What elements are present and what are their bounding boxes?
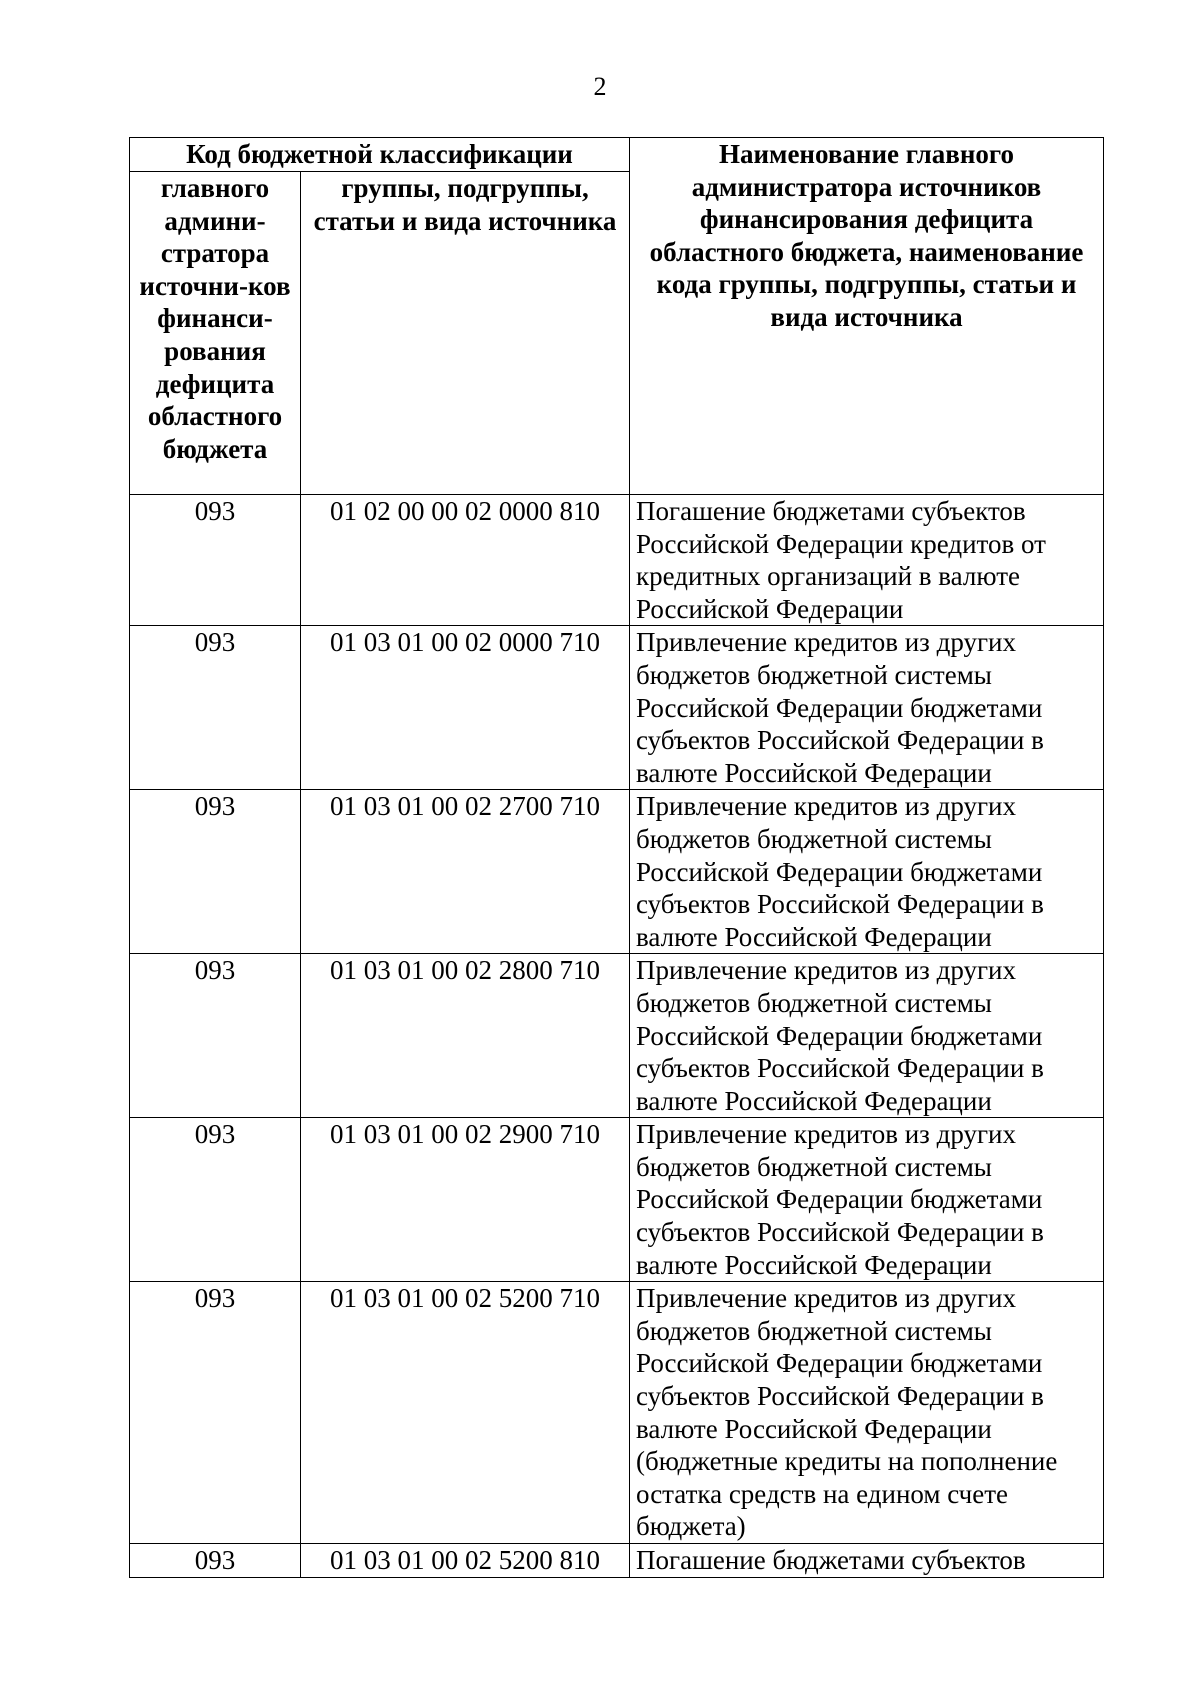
header-budget-classification-code: Код бюджетной классификации <box>130 138 630 172</box>
classification-code-cell: 01 03 01 00 02 5200 810 <box>301 1544 630 1578</box>
source-name-cell: Привлечение кредитов из других бюджетов бюджетной системы Российской Федерации бюджетами субъектов Российской Федерации в валюте Российской Федерации <box>630 790 1104 954</box>
classification-code-cell: 01 03 01 00 02 2700 710 <box>301 790 630 954</box>
header-administrator-name: Наименование главного администратора источников финансирования дефицита областного бюджета, наименование кода группы, подгруппы, статьи и вида источника <box>630 138 1104 495</box>
header-chief-administrator: главного админи-стратора источни-ков финанси-рования дефицита областного бюджета <box>130 172 301 495</box>
admin-code-cell: 093 <box>130 626 301 790</box>
source-name-cell: Привлечение кредитов из других бюджетов бюджетной системы Российской Федерации бюджетами субъектов Российской Федерации в валюте Российской Федерации <box>630 954 1104 1118</box>
table-row <box>130 495 1104 626</box>
table-row <box>130 954 1104 1118</box>
admin-code-cell: 093 <box>130 954 301 1118</box>
header-group-subgroup-code: группы, подгруппы, статьи и вида источника <box>301 172 630 495</box>
classification-code-cell: 01 02 00 00 02 0000 810 <box>301 495 630 626</box>
table-row <box>130 790 1104 954</box>
admin-code-cell: 093 <box>130 790 301 954</box>
classification-code-cell: 01 03 01 00 02 2800 710 <box>301 954 630 1118</box>
admin-code-cell: 093 <box>130 1282 301 1544</box>
source-name-cell: Привлечение кредитов из других бюджетов бюджетной системы Российской Федерации бюджетами субъектов Российской Федерации в валюте Российской Федерации <box>630 1118 1104 1282</box>
classification-code-cell: 01 03 01 00 02 5200 710 <box>301 1282 630 1544</box>
source-name-cell: Погашение бюджетами субъектов Российской Федерации кредитов от кредитных организаций в валюте Российской Федерации <box>630 495 1104 626</box>
table-row <box>130 1544 1104 1578</box>
classification-code-cell: 01 03 01 00 02 0000 710 <box>301 626 630 790</box>
admin-code-cell: 093 <box>130 495 301 626</box>
source-name-cell: Погашение бюджетами субъектов <box>630 1544 1104 1578</box>
budget-classification-table <box>129 137 1104 1578</box>
table-row <box>130 1118 1104 1282</box>
source-name-cell: Привлечение кредитов из других бюджетов бюджетной системы Российской Федерации бюджетами субъектов Российской Федерации в валюте Российской Федерации <box>630 626 1104 790</box>
admin-code-cell: 093 <box>130 1118 301 1282</box>
table-row <box>130 1282 1104 1544</box>
classification-code-cell: 01 03 01 00 02 2900 710 <box>301 1118 630 1282</box>
source-name-cell: Привлечение кредитов из других бюджетов бюджетной системы Российской Федерации бюджетами субъектов Российской Федерации в валюте Российской Федерации (бюджетные кредиты на пополнение остатка средств на едином счете бюджета) <box>630 1282 1104 1544</box>
admin-code-cell: 093 <box>130 1544 301 1578</box>
page-number: 2 <box>593 72 607 101</box>
table-row <box>130 626 1104 790</box>
